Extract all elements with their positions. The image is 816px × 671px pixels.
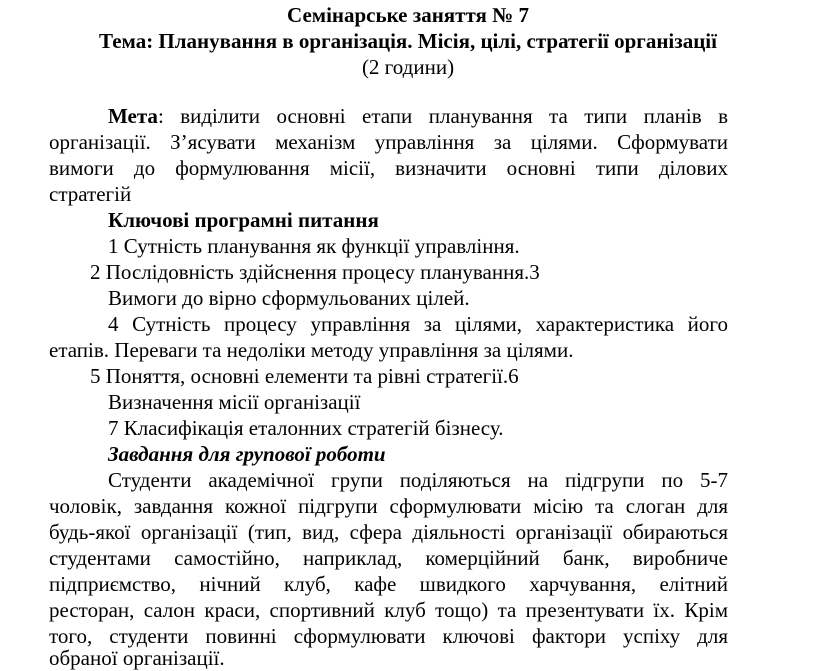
question-2: 2 Послідовність здійснення процесу планування.3 xyxy=(90,260,540,284)
group-task-heading: Завдання для групової роботи xyxy=(108,442,386,466)
topic-heading: Тема: Планування в організація. Місія, цілі, стратегії організації xyxy=(99,29,717,53)
goal-line-3: вимоги до формулювання місії, визначити основні типи ділових xyxy=(49,156,728,180)
seminar-title: Семінарське заняття № 7 xyxy=(287,3,529,27)
group-task-line-1: Студенти академічної групи поділяються на підгрупи по 5-7 xyxy=(108,468,728,492)
question-1: 1 Сутність планування як функції управління. xyxy=(108,234,520,258)
hours-note: (2 години) xyxy=(361,55,455,79)
question-6: Визначення місії організації xyxy=(108,390,361,414)
group-task-line-6: ресторан, салон краси, спортивний клуб тощо) та презентувати їх. Крім xyxy=(49,598,728,622)
goal-line-4: стратегій xyxy=(49,182,132,206)
question-3: Вимоги до вірно сформульованих цілей. xyxy=(108,286,470,310)
group-task-line-3: будь-якої організації (тип, вид, сфера діяльності організації обираються xyxy=(49,520,728,544)
question-7: 7 Класифікація еталонних стратегій бізнесу. xyxy=(108,416,504,440)
question-4-line-2: етапів. Переваги та недоліки методу управління за цілями. xyxy=(49,338,574,362)
group-task-line-4: студентами самостійно, наприклад, комерційний банк, виробниче xyxy=(49,546,728,570)
group-task-line-7: того, студенти повинні сформулювати ключові фактори успіху для xyxy=(49,624,728,648)
goal-text-1: : виділити основні етапи планування та типи планів в xyxy=(157,104,728,128)
goal-label: Мета xyxy=(108,104,158,128)
goal-line-2: організації. З’ясувати механізм управління за цілями. Сформувати xyxy=(49,130,728,154)
group-task-line-8: обраної організації. xyxy=(49,646,225,670)
group-task-line-5: підприємство, нічний клуб, кафе швидкого харчування, елітний xyxy=(49,572,728,596)
group-task-line-2: чоловік, завдання кожної підгрупи сформулювати місію та слоган для xyxy=(49,494,728,518)
question-4-line-1: 4 Сутність процесу управління за цілями, характеристика його xyxy=(108,312,728,336)
key-questions-heading: Ключові програмні питання xyxy=(108,208,379,232)
question-5: 5 Поняття, основні елементи та рівні стратегії.6 xyxy=(90,364,519,388)
goal-line-1 xyxy=(108,103,728,129)
